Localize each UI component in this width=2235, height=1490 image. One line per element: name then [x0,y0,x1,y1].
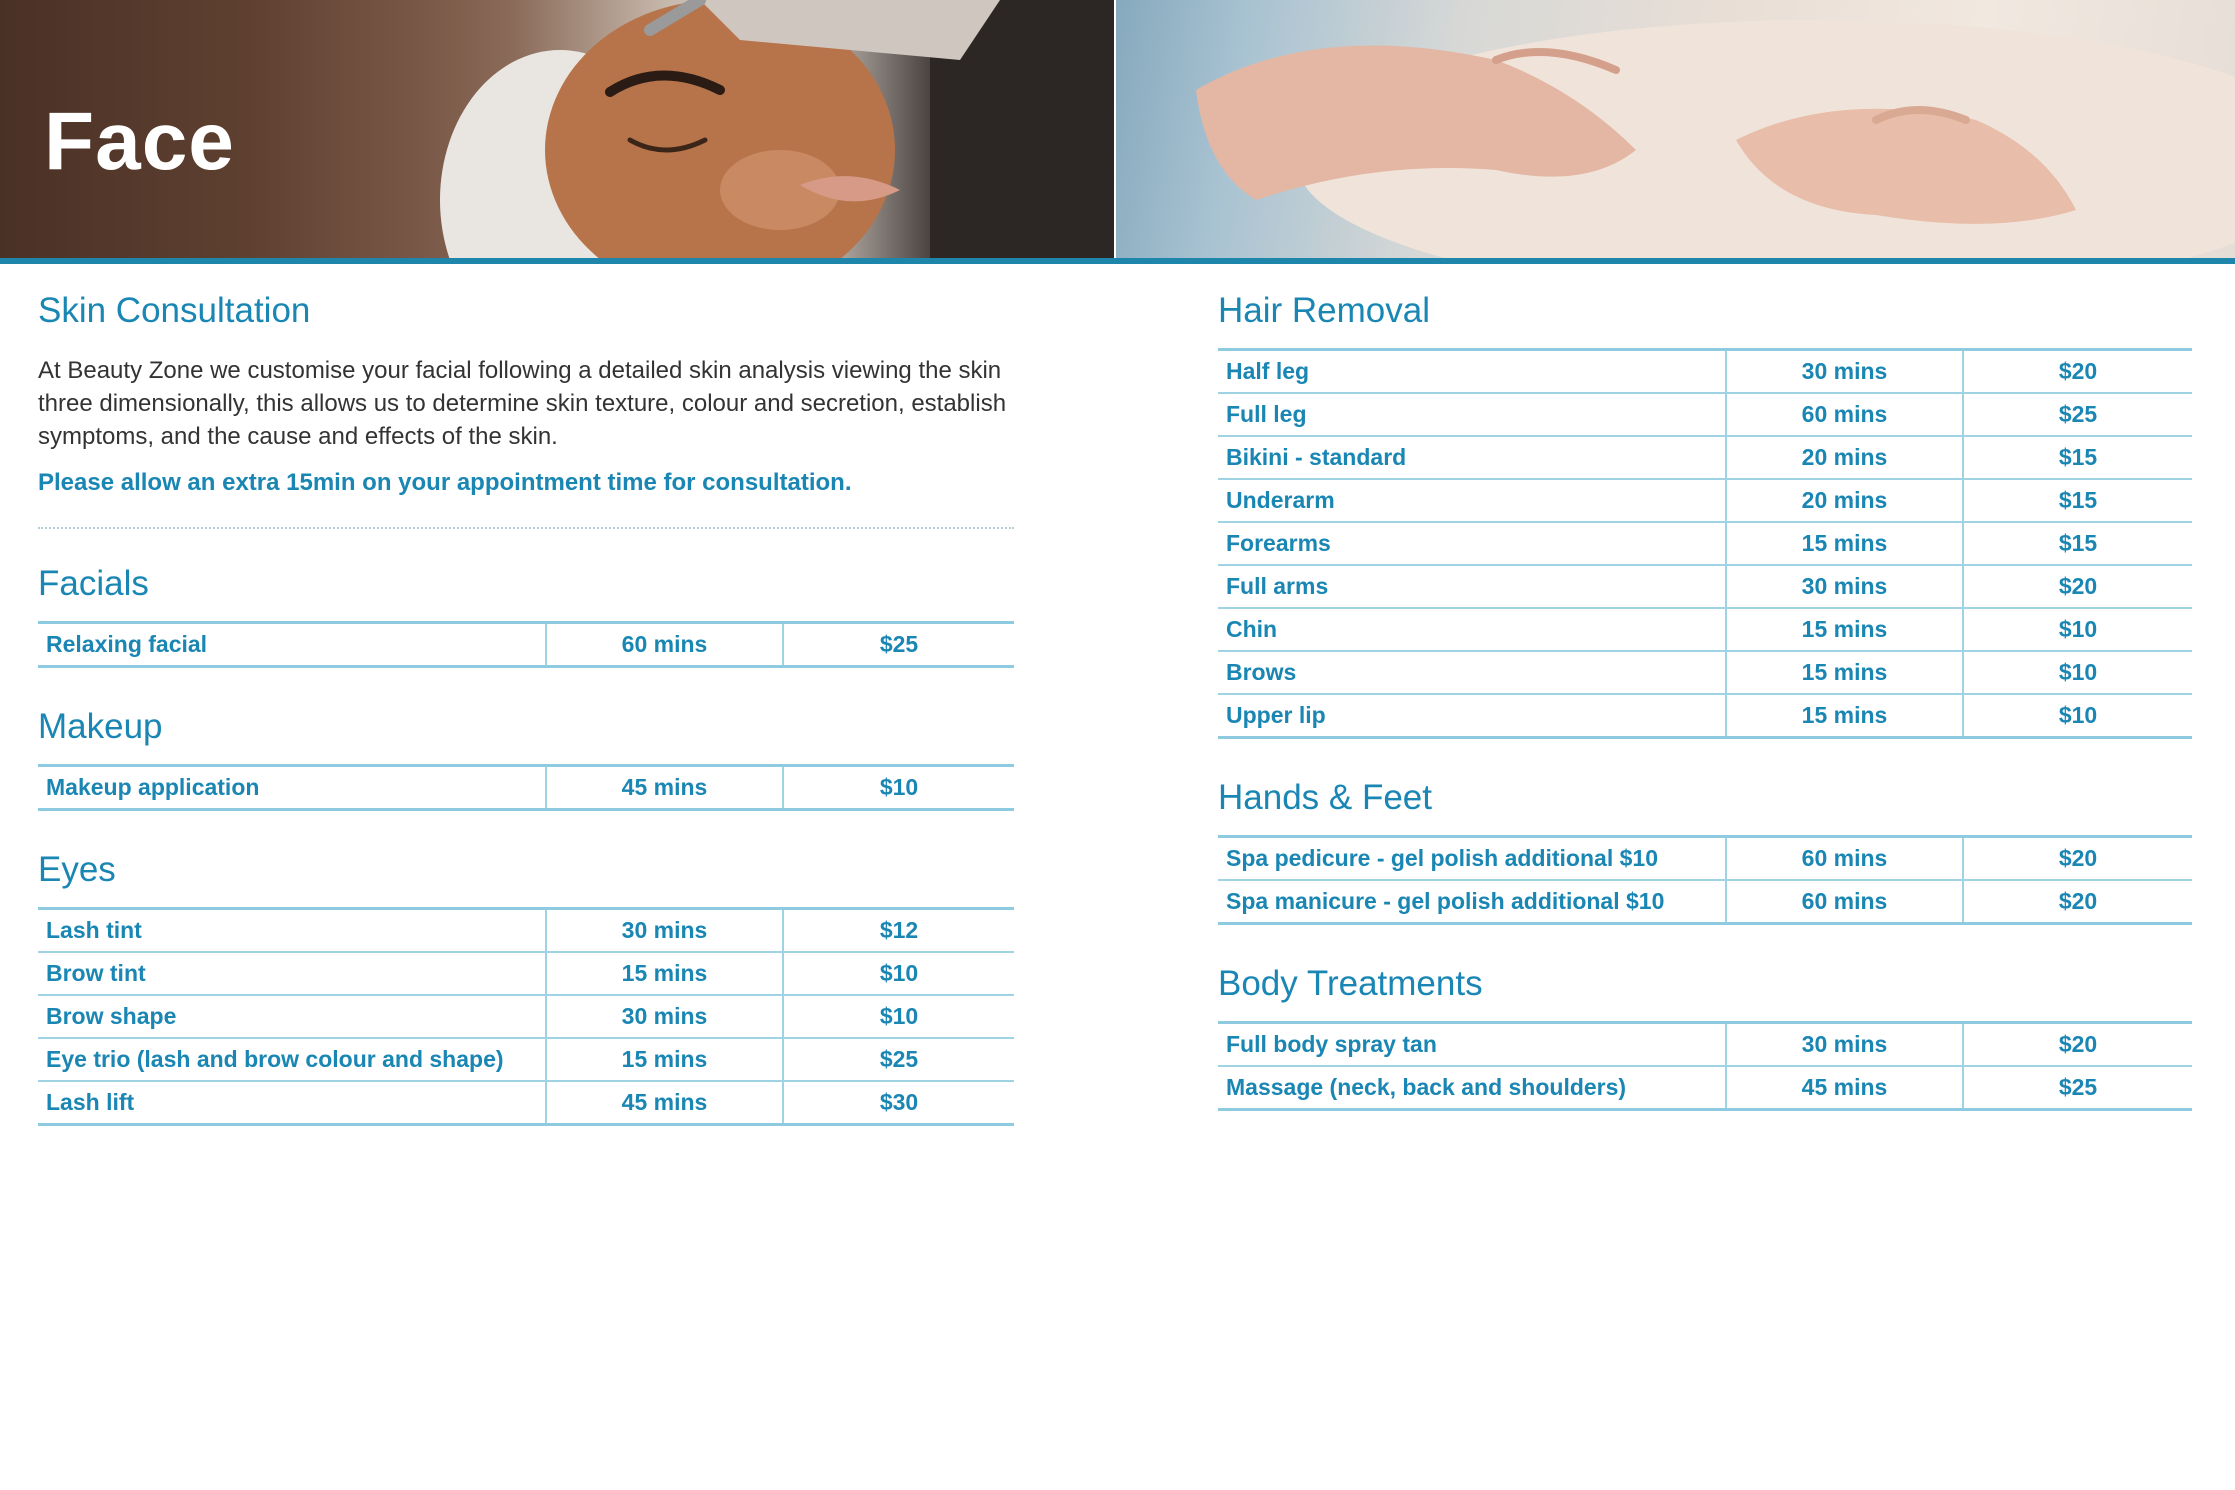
service-price: $10 [783,952,1014,995]
dotted-divider [38,527,1014,529]
section-title: Hair Removal [1218,291,1430,330]
service-name: Spa manicure - gel polish additional $10 [1226,888,1665,914]
service-table [38,764,1014,811]
table-row [1218,350,2192,394]
section-title: Skin Consultation [38,291,311,330]
service-duration: 15 mins [1726,694,1963,738]
service-name: Bikini - standard [1218,436,1726,479]
service-duration: 30 mins [1726,350,1963,394]
service-name: Brows [1218,651,1726,694]
service-duration: 60 mins [1726,393,1963,436]
service-duration: 15 mins [546,1038,783,1081]
massage-illustration [1116,0,2235,258]
section-title: Makeup [38,707,163,746]
section-title: Hands & Feet [1218,778,1432,817]
service-duration: 30 mins [546,909,783,953]
service-price: $25 [1963,393,2192,436]
service-price: $10 [1963,608,2192,651]
service-price: $12 [783,909,1014,953]
service-name: Underarm [1218,479,1726,522]
service-price: $20 [1963,1023,2192,1067]
service-price: $25 [1963,1066,2192,1110]
table-row [38,766,1014,810]
table-row [1218,479,2192,522]
service-duration: 15 mins [1726,522,1963,565]
hair-removal-section [1218,290,2192,739]
page-title: Face [44,96,235,187]
hands-feet-section [1218,777,2192,925]
service-price: $20 [1963,880,2192,924]
service-duration: 15 mins [1726,608,1963,651]
makeup-section [38,706,1014,811]
banner [0,0,2235,260]
table-row [38,909,1014,953]
service-price: $10 [783,995,1014,1038]
table-row [38,623,1014,667]
section-title: Body Treatments [1218,964,1483,1003]
consultation-note: Please allow an extra 15min on your appointment time for consultation. [38,469,852,496]
table-row [38,1038,1014,1081]
facials-rows [38,623,1014,667]
service-price: $10 [1963,694,2192,738]
consultation-description: At Beauty Zone we customise your facial following a detailed skin analysis viewing the skin three dimensionally, this allows us to determine skin texture, colour and secretion, establish symptoms, and the cause and effects of the skin. [38,357,1007,450]
service-duration: 20 mins [1726,436,1963,479]
service-price: $15 [1963,522,2192,565]
service-duration: 30 mins [1726,1023,1963,1067]
eyes-section [38,849,1014,1126]
service-duration: 20 mins [1726,479,1963,522]
table-row [1218,565,2192,608]
service-table [1218,1021,2192,1111]
service-name: Full arms [1218,565,1726,608]
skin-consultation-section [38,290,1014,529]
service-duration: 60 mins [1726,880,1963,924]
service-table [38,621,1014,668]
service-duration: 45 mins [546,1081,783,1125]
service-price: $20 [1963,565,2192,608]
service-duration: 15 mins [546,952,783,995]
table-row [38,995,1014,1038]
service-duration: 60 mins [1726,837,1963,881]
service-duration: 60 mins [546,623,783,667]
service-table [1218,835,2192,925]
banner-rule [0,258,2235,264]
service-name: Upper lip [1226,702,1326,728]
facials-section [38,563,1014,668]
service-name: Brow tint [38,952,546,995]
service-price: $30 [783,1081,1014,1125]
service-name: Brow shape [38,995,546,1038]
left-column [38,290,1014,1126]
section-title: Eyes [38,850,116,889]
makeup-rows [38,766,1014,810]
service-name: Full body spray tan [1218,1023,1726,1067]
body-treatments-rows [1218,1023,2192,1110]
eyes-rows [38,909,1014,1125]
service-price: $15 [1963,436,2192,479]
service-name: Spa pedicure - gel polish additional $10 [1218,837,1726,881]
service-name: Full leg [1218,393,1726,436]
table-row [1218,837,2192,881]
hands-feet-rows [1218,837,2192,924]
service-name: Lash lift [46,1089,135,1115]
service-name: Makeup application [46,774,260,800]
table-row [1218,880,2192,924]
table-row [1218,1023,2192,1067]
service-duration: 45 mins [1726,1066,1963,1110]
service-name: Massage (neck, back and shoulders) [1226,1074,1627,1100]
right-column [1218,290,2192,1111]
section-title: Facials [38,564,149,603]
hair-removal-rows [1218,350,2192,738]
service-price: $10 [783,766,1014,810]
service-duration: 15 mins [1726,651,1963,694]
service-price: $20 [1963,837,2192,881]
table-row [1218,608,2192,651]
table-row [1218,1066,2192,1110]
service-price: $20 [1963,350,2192,394]
service-duration: 30 mins [546,995,783,1038]
table-row [38,952,1014,995]
table-row [1218,651,2192,694]
massage-photo [1116,0,2235,258]
service-price: $25 [783,623,1014,667]
service-name: Relaxing facial [46,631,208,657]
service-price: $15 [1963,479,2192,522]
body-treatments-section [1218,963,2192,1111]
service-duration: 30 mins [1726,565,1963,608]
service-name: Chin [1218,608,1726,651]
service-name: Half leg [1218,350,1726,394]
service-table [1218,348,2192,739]
service-duration: 45 mins [546,766,783,810]
service-name: Eye trio (lash and brow colour and shape) [38,1038,546,1081]
service-name: Lash tint [38,909,546,953]
service-price: $10 [1963,651,2192,694]
table-row [38,1081,1014,1125]
service-price: $25 [783,1038,1014,1081]
service-table [38,907,1014,1126]
table-row [1218,522,2192,565]
service-name: Forearms [1218,522,1726,565]
table-row [1218,436,2192,479]
table-row [1218,393,2192,436]
table-row [1218,694,2192,738]
